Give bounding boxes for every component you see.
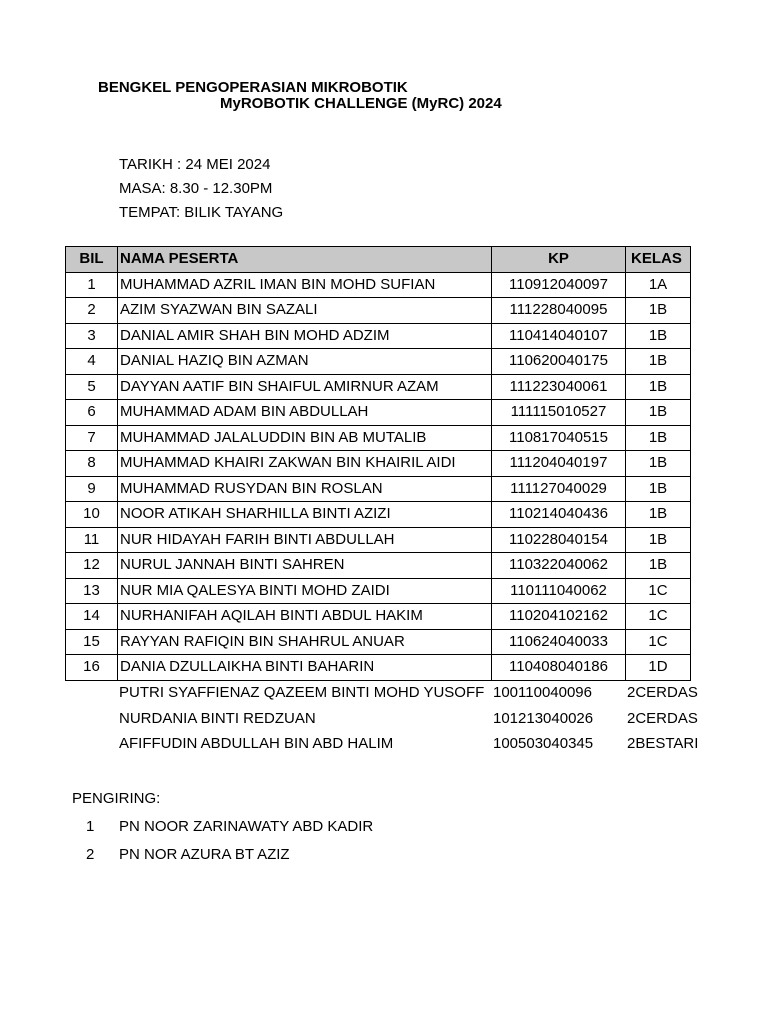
extra-kp: 100503040345 — [493, 735, 594, 752]
cell-bil: 16 — [66, 655, 118, 681]
extra-kp: 100110040096 — [493, 684, 592, 701]
cell-kelas: 1B — [626, 527, 691, 553]
cell-nama: DANIAL AMIR SHAH BIN MOHD ADZIM — [118, 323, 492, 349]
extra-nama: NURDANIA BINTI REDZUAN — [119, 710, 316, 727]
cell-bil: 11 — [66, 527, 118, 553]
cell-bil: 12 — [66, 553, 118, 579]
cell-nama: DANIAL HAZIQ BIN AZMAN — [118, 349, 492, 375]
table-row — [66, 451, 691, 477]
cell-kp: 110228040154 — [492, 527, 626, 553]
cell-nama: MUHAMMAD ADAM BIN ABDULLAH — [118, 400, 492, 426]
cell-bil: 9 — [66, 476, 118, 502]
cell-kp: 110620040175 — [492, 349, 626, 375]
cell-kelas: 1B — [626, 425, 691, 451]
cell-kelas: 1B — [626, 323, 691, 349]
document-title-line1: BENGKEL PENGOPERASIAN MIKROBOTIK — [98, 79, 408, 96]
cell-kelas: 1C — [626, 604, 691, 630]
extra-nama: AFIFFUDIN ABDULLAH BIN ABD HALIM — [119, 735, 394, 752]
header-bil: BIL — [66, 247, 118, 273]
cell-bil: 13 — [66, 578, 118, 604]
extra-participant-row — [0, 680, 768, 706]
extra-kelas: 2BESTARI — [627, 735, 699, 752]
cell-kelas: 1B — [626, 400, 691, 426]
extra-nama: PUTRI SYAFFIENAZ QAZEEM BINTI MOHD YUSOFF — [119, 684, 485, 701]
extra-kelas: 2CERDAS — [627, 684, 698, 701]
cell-kp: 110414040107 — [492, 323, 626, 349]
cell-nama: MUHAMMAD KHAIRI ZAKWAN BIN KHAIRIL AIDI — [118, 451, 492, 477]
extra-kp: 101213040026 — [493, 710, 594, 727]
cell-kelas: 1C — [626, 629, 691, 655]
table-row — [66, 476, 691, 502]
table-row — [66, 502, 691, 528]
participant-table — [65, 246, 691, 681]
cell-nama: MUHAMMAD RUSYDAN BIN ROSLAN — [118, 476, 492, 502]
cell-kelas: 1A — [626, 272, 691, 298]
table-row — [66, 425, 691, 451]
table-row — [66, 553, 691, 579]
info-masa: MASA: 8.30 - 12.30PM — [119, 180, 273, 197]
pengiring-number: 1 — [86, 818, 95, 835]
table-row — [66, 298, 691, 324]
cell-bil: 3 — [66, 323, 118, 349]
extra-kelas: 2CERDAS — [627, 710, 698, 727]
extra-participant-row — [0, 706, 768, 732]
pengiring-label: PENGIRING: — [72, 790, 161, 807]
cell-bil: 1 — [66, 272, 118, 298]
cell-bil: 14 — [66, 604, 118, 630]
cell-bil: 8 — [66, 451, 118, 477]
table-row — [66, 272, 691, 298]
header-kelas: KELAS — [626, 247, 691, 273]
table-row — [66, 400, 691, 426]
cell-kelas: 1B — [626, 298, 691, 324]
cell-kp: 110322040062 — [492, 553, 626, 579]
cell-kp: 111228040095 — [492, 298, 626, 324]
cell-kelas: 1B — [626, 374, 691, 400]
cell-kelas: 1B — [626, 349, 691, 375]
cell-nama: NUR MIA QALESYA BINTI MOHD ZAIDI — [118, 578, 492, 604]
table-row — [66, 323, 691, 349]
cell-kelas: 1C — [626, 578, 691, 604]
cell-nama: RAYYAN RAFIQIN BIN SHAHRUL ANUAR — [118, 629, 492, 655]
table-row — [66, 578, 691, 604]
cell-kp: 111115010527 — [492, 400, 626, 426]
pengiring-number: 2 — [86, 846, 95, 863]
cell-kp: 110204102162 — [492, 604, 626, 630]
extra-participant-row — [0, 731, 768, 757]
pengiring-name: PN NOOR ZARINAWATY ABD KADIR — [119, 818, 374, 835]
cell-kp: 111223040061 — [492, 374, 626, 400]
cell-nama: MUHAMMAD AZRIL IMAN BIN MOHD SUFIAN — [118, 272, 492, 298]
table-header-row — [66, 247, 691, 273]
cell-nama: AZIM SYAZWAN BIN SAZALI — [118, 298, 492, 324]
table-row — [66, 349, 691, 375]
cell-nama: NUR HIDAYAH FARIH BINTI ABDULLAH — [118, 527, 492, 553]
table-row — [66, 604, 691, 630]
table-row — [66, 655, 691, 681]
info-tempat: TEMPAT: BILIK TAYANG — [119, 204, 284, 221]
cell-kp: 111127040029 — [492, 476, 626, 502]
table-row — [66, 527, 691, 553]
cell-kelas: 1D — [626, 655, 691, 681]
table-row — [66, 374, 691, 400]
header-kp: KP — [492, 247, 626, 273]
cell-kelas: 1B — [626, 476, 691, 502]
header-nama-peserta: NAMA PESERTA — [118, 247, 492, 273]
table-row — [66, 629, 691, 655]
cell-kp: 110214040436 — [492, 502, 626, 528]
cell-nama: MUHAMMAD JALALUDDIN BIN AB MUTALIB — [118, 425, 492, 451]
cell-nama: NOOR ATIKAH SHARHILLA BINTI AZIZI — [118, 502, 492, 528]
cell-bil: 6 — [66, 400, 118, 426]
cell-kelas: 1B — [626, 451, 691, 477]
cell-kp: 111204040197 — [492, 451, 626, 477]
cell-kp: 110111040062 — [492, 578, 626, 604]
cell-nama: NURHANIFAH AQILAH BINTI ABDUL HAKIM — [118, 604, 492, 630]
cell-nama: NURUL JANNAH BINTI SAHREN — [118, 553, 492, 579]
cell-kp: 110817040515 — [492, 425, 626, 451]
cell-nama: DANIA DZULLAIKHA BINTI BAHARIN — [118, 655, 492, 681]
cell-nama: DAYYAN AATIF BIN SHAIFUL AMIRNUR AZAM — [118, 374, 492, 400]
cell-bil: 2 — [66, 298, 118, 324]
cell-bil: 4 — [66, 349, 118, 375]
cell-bil: 7 — [66, 425, 118, 451]
cell-kp: 110912040097 — [492, 272, 626, 298]
cell-kp: 110624040033 — [492, 629, 626, 655]
cell-kp: 110408040186 — [492, 655, 626, 681]
cell-kelas: 1B — [626, 502, 691, 528]
info-tarikh: TARIKH : 24 MEI 2024 — [119, 156, 271, 173]
cell-bil: 5 — [66, 374, 118, 400]
cell-bil: 15 — [66, 629, 118, 655]
cell-kelas: 1B — [626, 553, 691, 579]
document-title-line2: MyROBOTIK CHALLENGE (MyRC) 2024 — [220, 95, 502, 112]
pengiring-name: PN NOR AZURA BT AZIZ — [119, 846, 290, 863]
cell-bil: 10 — [66, 502, 118, 528]
